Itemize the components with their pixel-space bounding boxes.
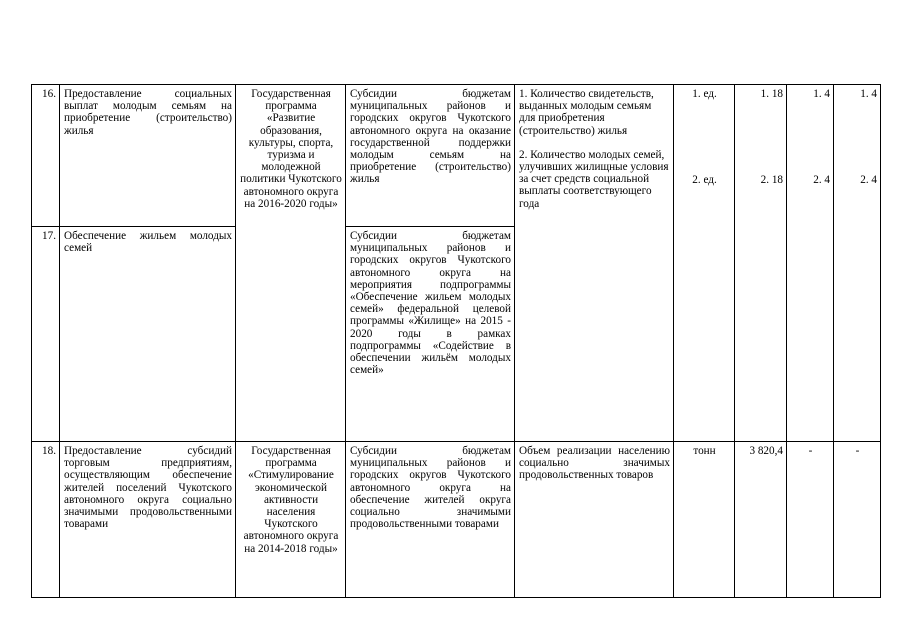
value-col3-2: 2. 4 <box>860 174 877 186</box>
program-name: Государственная программа «Развитие образования, культуры, спорта, туризма и молодежной политики Чукотского автономного округа на 2016-2020 годы» <box>236 85 346 442</box>
unit-2: 2. ед. <box>692 174 717 186</box>
indicator: Объем реализации населению социально значимых продовольственных товаров <box>515 442 674 598</box>
table-row-18 <box>32 442 881 598</box>
value-col3-1: 1. 4 <box>860 88 877 100</box>
unit: тонн <box>674 442 735 598</box>
event-name: Предоставление субсидий торговым предприятиям, осуществляющим обеспечение жителей поселений Чукотского автономного округа социально значимыми продовольственными товарами <box>60 442 236 598</box>
value-col2-2: 2. 4 <box>813 174 830 186</box>
table-row-16 <box>32 85 881 227</box>
value-col3-cell <box>834 85 881 442</box>
funding-source: Субсидии бюджетам муниципальных районов и городских округов Чукотского автономного округа на оказание государственной поддержки молодым семьям на приобретение (строительство) жилья <box>346 85 515 227</box>
indicator-2: 2. Количество молодых семей, улучивших жилищные условия за счет средств социальной выплаты соответствующего года <box>519 148 669 210</box>
units-cell <box>674 85 735 442</box>
value-col2-1: 1. 4 <box>813 88 830 100</box>
value-col1-cell <box>735 85 787 442</box>
row-number: 17. <box>32 227 60 442</box>
row-number: 16. <box>32 85 60 227</box>
value-col2-cell <box>787 85 834 442</box>
funding-source: Субсидии бюджетам муниципальных районов и городских округов Чукотского автономного округа на мероприятия подпрограммы «Обеспечение жильем молодых семей» федеральной целевой программы «Жилище» на 2015 - 2020 годы в рамках подпрограммы «Содействие в обеспечении жильём молодых семей» <box>346 227 515 442</box>
measures-table <box>31 84 881 598</box>
event-name: Предоставление социальных выплат молодым семьям на приобретение (строительство) жилья <box>60 85 236 227</box>
value-col1-2: 2. 18 <box>760 174 783 186</box>
value-col1: 3 820,4 <box>735 442 787 598</box>
event-name: Обеспечение жильем молодых семей <box>60 227 236 442</box>
program-name: Государственная программа «Стимулирование экономической активности населения Чукотского автономного округа на 2014-2018 годы» <box>236 442 346 598</box>
indicators-cell <box>515 85 674 442</box>
value-col1-1: 1. 18 <box>760 88 783 100</box>
row-number: 18. <box>32 442 60 598</box>
funding-source: Субсидии бюджетам муниципальных районов и городских округов Чукотского автономного округа на обеспечение жителей округа социально значимыми продовольственными товарами <box>346 442 515 598</box>
value-col2: - <box>787 442 834 598</box>
unit-1: 1. ед. <box>692 88 717 100</box>
value-col3: - <box>834 442 881 598</box>
indicator-1: 1. Количество свидетельств, выданных молодым семьям для приобретения (строительство) жилья <box>519 88 654 137</box>
